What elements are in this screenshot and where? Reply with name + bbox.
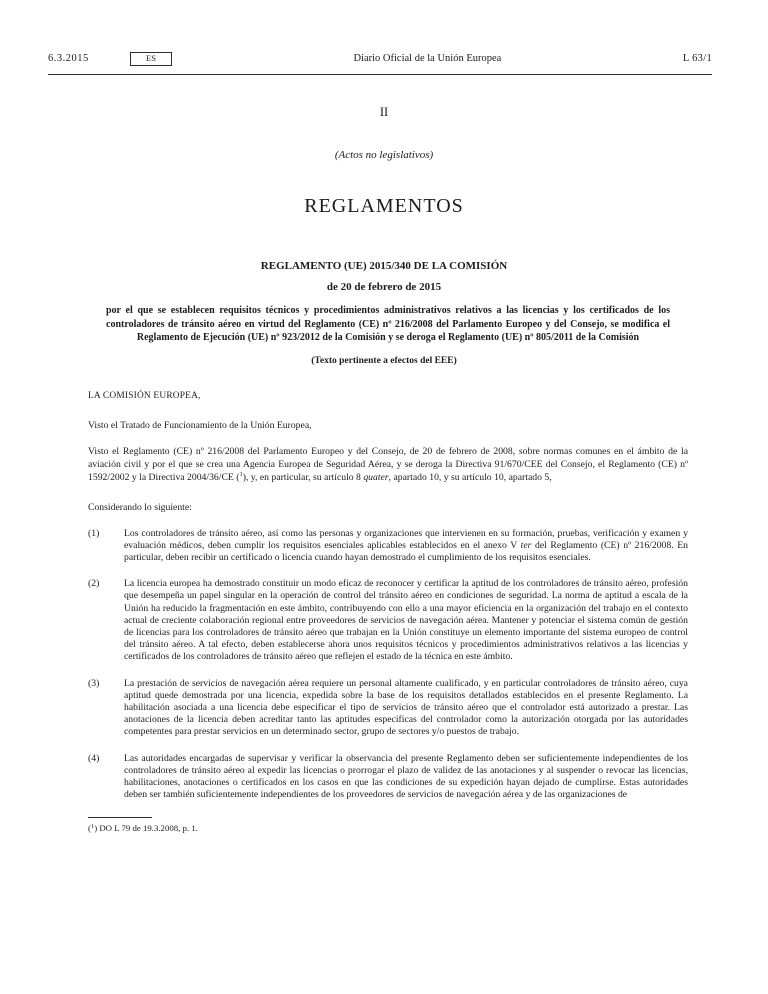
citation-regulation	[88, 445, 688, 485]
publication-date: 6.3.2015	[48, 53, 89, 64]
journal-title: Diario Oficial de la Unión Europea	[353, 53, 502, 64]
considering-line: Considerando lo siguiente:	[88, 501, 192, 513]
recital-1-number: (1)	[88, 527, 100, 539]
regulation-title: REGLAMENTO (UE) 2015/340 DE LA COMISIÓN	[260, 260, 508, 272]
recital-1-text-post: del Reglamento (CE) nº 216/2008. En particular, deben recibir un certificado o licencia cuando hayan demostrado el cumplimiento de los requisitos esenciales.	[124, 539, 689, 563]
recital-2-text: La licencia europea ha demostrado constituir un modo eficaz de reconocer y certificar la aptitud de los controladores de tránsito aéreo, profesión que desempeña un papel singular en la operación de control del tránsito aéreo en condiciones de seguridad. La norma de aptitud a escala de la Unión ha reducido la fragmentación en este ámbito, contribuyendo con ello a una mayor eficiencia en la organización del trabajo en el contexto actual de creciente colaboración regional entre proveedores de servicios de navegación aérea. Mantener y potenciar el sistema común de gestión de licencias para los controladores de tránsito aéreo que trabajan en la Unión constituye un elemento importante del sistema europeo de control del tránsito aéreo. A tal efecto, deben establecerse ahora unos requisitos técnicos y procedimientos administrativos relativos a las licencias y certificados de los controladores de tránsito aéreo que reflejen el estado de la técnica en este ámbito.	[124, 578, 688, 663]
eee-relevance-note: (Texto pertinente a efectos del EEE)	[311, 355, 457, 366]
footnote-block	[88, 817, 688, 836]
footnote-marker: 1	[90, 822, 95, 830]
recital-3-text: La prestación de servicios de navegación aérea requiere un personal altamente cualificado, y en particular controladores de tránsito aéreo, cuya aptitud quede demostrada por una licencia, expedida sobre la base de los requisitos detallados establecidos en el presente Reglamento. La habilitación asociada a una licencia debe especificar el tipo de servicios de tránsito aéreo que el controlador está autorizado a prestar. Las anotaciones de la licencia deben acreditar tanto las aptitudes específicas del controlador como la autorización otorgada por las autoridades competentes para prestar servicios en un determinado sector, grupo de sectores y/o puestos de trabajo.	[124, 677, 688, 738]
footnote-separator-rule	[88, 817, 152, 818]
recital-4	[88, 753, 688, 802]
footnote-reference-mark: 1	[239, 471, 243, 478]
footnote-open-paren: (	[88, 823, 91, 834]
section-subtitle: (Actos no legislativos)	[334, 149, 434, 161]
recital-2	[88, 578, 688, 663]
recital-1-text-italic: ter	[520, 539, 532, 551]
footnote-text	[88, 822, 688, 836]
recital-1	[88, 528, 688, 565]
section-numeral: II	[379, 105, 389, 119]
language-code-box: ES	[130, 52, 172, 66]
recital-3-number: (3)	[88, 677, 100, 689]
preamble-content	[88, 390, 688, 837]
citation-regulation-text: Visto el Reglamento (CE) nº 216/2008 del Parlamento Europeo y del Consejo, de 20 de febrero de 2008, sobre normas comunes en el ámbito de la aviación civil y por el que se crea una Agencia Europea de Seguridad Aérea, y se deroga la Directiva 91/670/CEE del Consejo, el Reglamento (CE) nº 1592/2002 y la Directiva 2004/36/CE (	[88, 445, 688, 483]
recital-4-text: Las autoridades encargadas de supervisar y verificar la observancia del presente Reglamento deben ser suficientemente independientes de los controladores de tránsito aéreo al expedir las licencias o prorrogar el plazo de validez de las anotaciones y al suspender o revocar las licencias, habilitaciones, anotaciones o certificados en los casos en que las condiciones de su expedición hayan dejado de cumplirse. Estas autoridades deben ser también suficientemente independientes de los proveedores de servicios de navegación aérea y de las organizaciones de	[124, 752, 688, 801]
citation-regulation-post: , apartado 10, y su artículo 10, apartado 5,	[388, 471, 552, 483]
footnote-reference-text: ) DO L 79 de 19.3.2008, p. 1.	[94, 823, 198, 834]
page-header	[48, 52, 712, 75]
preamble-opening: LA COMISIÓN EUROPEA,	[88, 390, 201, 401]
citation-treaty: Visto el Tratado de Funcionamiento de la Unión Europea,	[88, 419, 312, 431]
citation-regulation-italic: quater	[363, 471, 389, 483]
recital-1-text	[124, 528, 688, 565]
recital-3	[88, 678, 688, 739]
recital-4-number: (4)	[88, 752, 100, 764]
section-heading: REGLAMENTOS	[304, 195, 464, 217]
regulation-subject: por el que se establecen requisitos técnicos y procedimientos administrativos relativos a las licencias y los certificados de los controladores de tránsito aéreo en virtud del Reglamento (CE) nº 216/2008 del Parlamento Europeo y del Consejo, se modifica el Reglamento de Ejecución (UE) nº 923/2012 de la Comisión y se deroga el Reglamento (UE) nº 805/2011 de la Comisión	[106, 305, 670, 343]
citation-regulation-mid: ), y, en particular, su artículo 8	[242, 471, 364, 483]
regulation-date-line: de 20 de febrero de 2015	[326, 281, 442, 293]
recital-1-text-pre: Los controladores de tránsito aéreo, así como las personas y organizaciones que intervienen en su formación, pruebas, verificación y examen y evaluación médicos, deben cumplir los requisitos esenciales aplicables establecidos en el anexo V	[124, 527, 688, 551]
page-reference: L 63/1	[682, 53, 712, 64]
recital-2-number: (2)	[88, 578, 100, 590]
